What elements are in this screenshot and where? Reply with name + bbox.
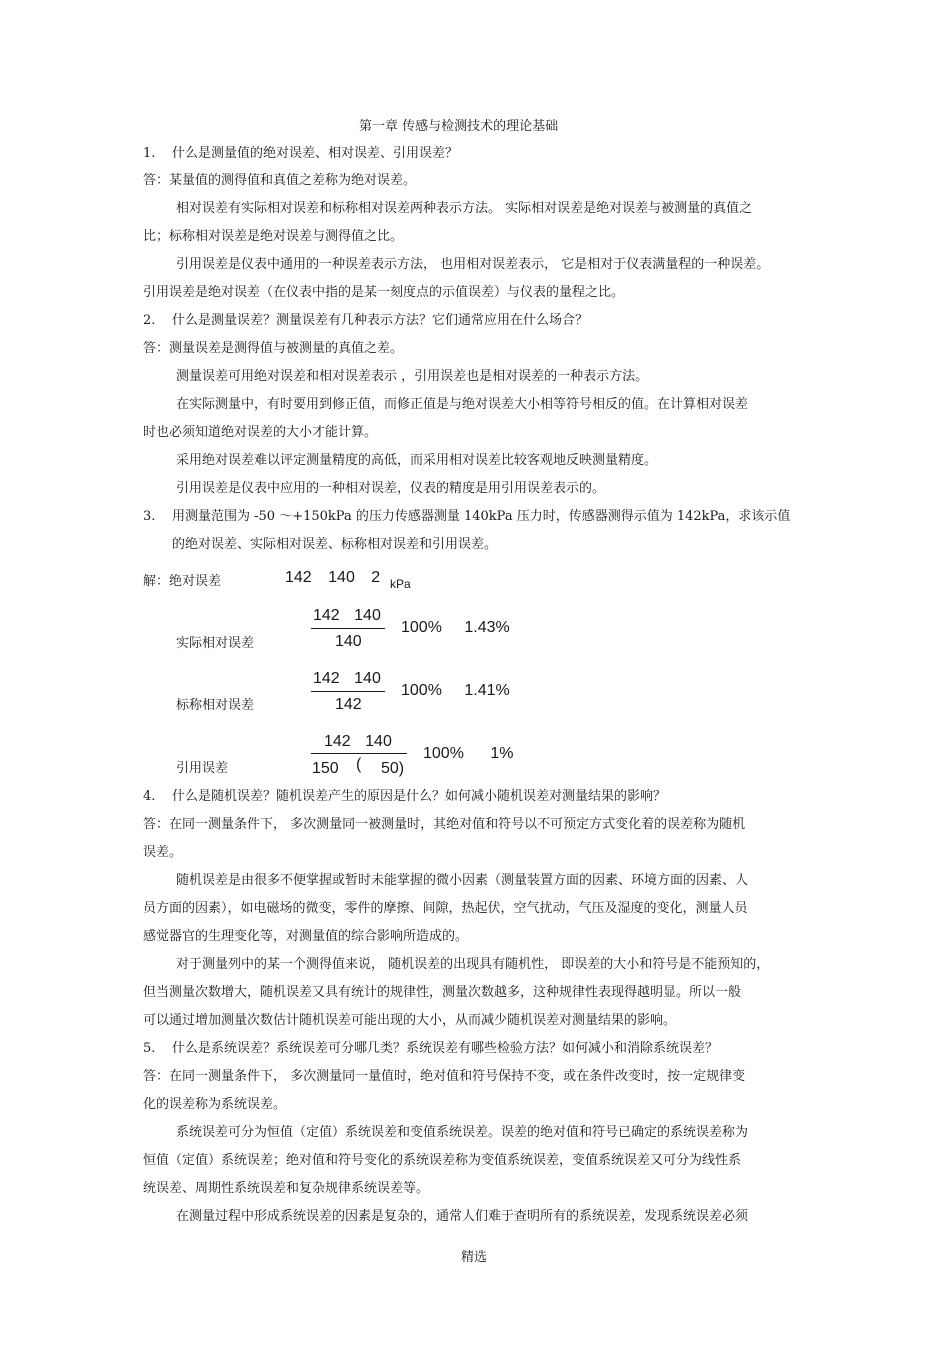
answer-4-line-3: 随机误差是由很多不便掌握或暂时未能掌握的微小因素（测量装置方面的因素、环境方面的因素、人: [176, 873, 749, 888]
answer-1-line-3: 比；标称相对误差是绝对误差与测得值之比。: [143, 229, 404, 244]
answer-2-line-2: 测量误差可用绝对误差和相对误差表示 ，引用误差也是相对误差的一种表示方法。: [176, 369, 649, 384]
answer-5-line-2: 化的误差称为系统误差。: [143, 1097, 287, 1112]
solution-actual-fraction-bar: [311, 628, 385, 629]
answer-4-line-8: 可以通过增加测量次数估计随机误差可能出现的大小，从而减少随机误差对测量结果的影响。: [143, 1013, 677, 1028]
question-4-number: 4.: [143, 789, 156, 804]
answer-4-line-5: 感觉器官的生理变化等，对测量值的综合影响所造成的。: [143, 929, 469, 944]
solution-nominal-fraction-bar: [311, 691, 385, 692]
question-3-line-1: 用测量范围为 -50 ～+150kPa 的压力传感器测量 140kPa 压力时，传感器测得示值为 142kPa，求该示值: [172, 509, 791, 524]
solution-ref-label: 引用误差: [176, 761, 229, 776]
solution-ref-denominator-paren: (: [356, 756, 362, 773]
solution-ref-fraction-bar: [311, 753, 407, 754]
solution-actual-result: 100% 1.43%: [401, 619, 510, 636]
question-3-line-2: 的绝对误差、实际相对误差、标称相对误差和引用误差。: [172, 537, 498, 552]
answer-1-line-2: 相对误差有实际相对误差和标称相对误差两种表示方法。 实际相对误差是绝对误差与被测量的真值之: [176, 201, 753, 216]
solution-actual-label: 实际相对误差: [176, 636, 255, 651]
answer-4-line-7: 但当测量次数增大，随机误差又具有统计的规律性，测量次数越多，这种规律性表现得越明显。所以一般: [143, 985, 742, 1000]
solution-ref-result: 100% 1%: [423, 745, 514, 762]
solution-ref-numerator: 142 140: [324, 733, 392, 750]
answer-2-line-6: 引用误差是仪表中应用的一种相对误差，仪表的精度是用引用误差表示的。: [176, 481, 606, 496]
answer-1-line-1: 答：某量值的测得值和真值之差称为绝对误差。: [143, 173, 417, 188]
solution-actual-numerator: 142 140: [313, 607, 381, 624]
solution-nominal-label: 标称相对误差: [176, 698, 255, 713]
answer-4-line-1: 答：在同一测量条件下， 多次测量同一被测量时，其绝对值和符号以不可预定方式变化着的误差称为随机: [143, 817, 746, 832]
answer-2-line-3: 在实际测量中，有时要用到修正值，而修正值是与绝对误差大小相等符号相反的值。在计算相对误差: [176, 397, 749, 412]
question-2-number: 2.: [143, 313, 156, 328]
solution-ref-denominator-a: 150: [312, 760, 339, 777]
question-5-text: 什么是系统误差？系统误差可分哪几类？系统误差有哪些检验方法？如何减小和消除系统误差？: [172, 1041, 719, 1056]
answer-1-line-5: 引用误差是绝对误差（在仪表中指的是某一刻度点的示值误差）与仪表的量程之比。: [143, 285, 625, 300]
solution-abs-expression: 142 140 2: [285, 569, 381, 586]
solution-ref-denominator-b: 50): [381, 760, 405, 777]
answer-5-line-3: 系统误差可分为恒值（定值）系统误差和变值系统误差。误差的绝对值和符号已确定的系统误差称为: [176, 1125, 749, 1140]
answer-4-line-2: 误差。: [143, 845, 183, 860]
chapter-title: 第一章 传感与检测技术的理论基础: [359, 119, 559, 134]
question-4-text: 什么是随机误差？随机误差产生的原因是什么？如何减小随机误差对测量结果的影响？: [172, 789, 667, 804]
answer-1-line-4: 引用误差是仪表中通用的一种误差表示方法， 也用相对误差表示， 它是相对于仪表满量程的一种误差。: [176, 257, 770, 272]
answer-2-line-5: 采用绝对误差难以评定测量精度的高低，而采用相对误差比较客观地反映测量精度。: [176, 453, 658, 468]
solution-abs-label: 解：绝对误差: [143, 574, 222, 589]
solution-abs-unit: kPa: [390, 577, 411, 591]
answer-5-line-1: 答：在同一测量条件下， 多次测量同一量值时，绝对值和符号保持不变，或在条件改变时，按一定规律变: [143, 1069, 746, 1084]
page-footer: 精选: [461, 1250, 488, 1265]
solution-nominal-result: 100% 1.41%: [401, 682, 510, 699]
solution-actual-denominator: 140: [335, 633, 362, 650]
question-5-number: 5.: [143, 1041, 156, 1056]
answer-5-line-5: 统误差、周期性系统误差和复杂规律系统误差等。: [143, 1181, 430, 1196]
answer-2-line-1: 答：测量误差是测得值与被测量的真值之差。: [143, 341, 404, 356]
answer-2-line-4: 时也必须知道绝对误差的大小才能计算。: [143, 425, 378, 440]
answer-4-line-4: 员方面的因素），如电磁场的微变，零件的摩擦、间隙，热起伏，空气扰动，气压及湿度的变化，测量人员: [143, 901, 748, 916]
solution-nominal-denominator: 142: [335, 696, 362, 713]
question-2-text: 什么是测量误差？测量误差有几种表示方法？它们通常应用在什么场合？: [172, 313, 589, 328]
question-1-text: 什么是测量值的绝对误差、相对误差、引用误差？: [172, 146, 459, 161]
answer-5-line-6: 在测量过程中形成系统误差的因素是复杂的，通常人们难于查明所有的系统误差，发现系统误差必须: [176, 1209, 749, 1224]
solution-nominal-numerator: 142 140: [313, 670, 381, 687]
answer-4-line-6: 对于测量列中的某一个测得值来说， 随机误差的出现具有随机性， 即误差的大小和符号是不能预知的，: [176, 957, 770, 972]
question-1-number: 1.: [143, 146, 156, 161]
question-3-number: 3.: [143, 509, 156, 524]
answer-5-line-4: 恒值（定值）系统误差；绝对值和符号变化的系统误差称为变值系统误差，变值系统误差又可分为线性系: [143, 1153, 742, 1168]
